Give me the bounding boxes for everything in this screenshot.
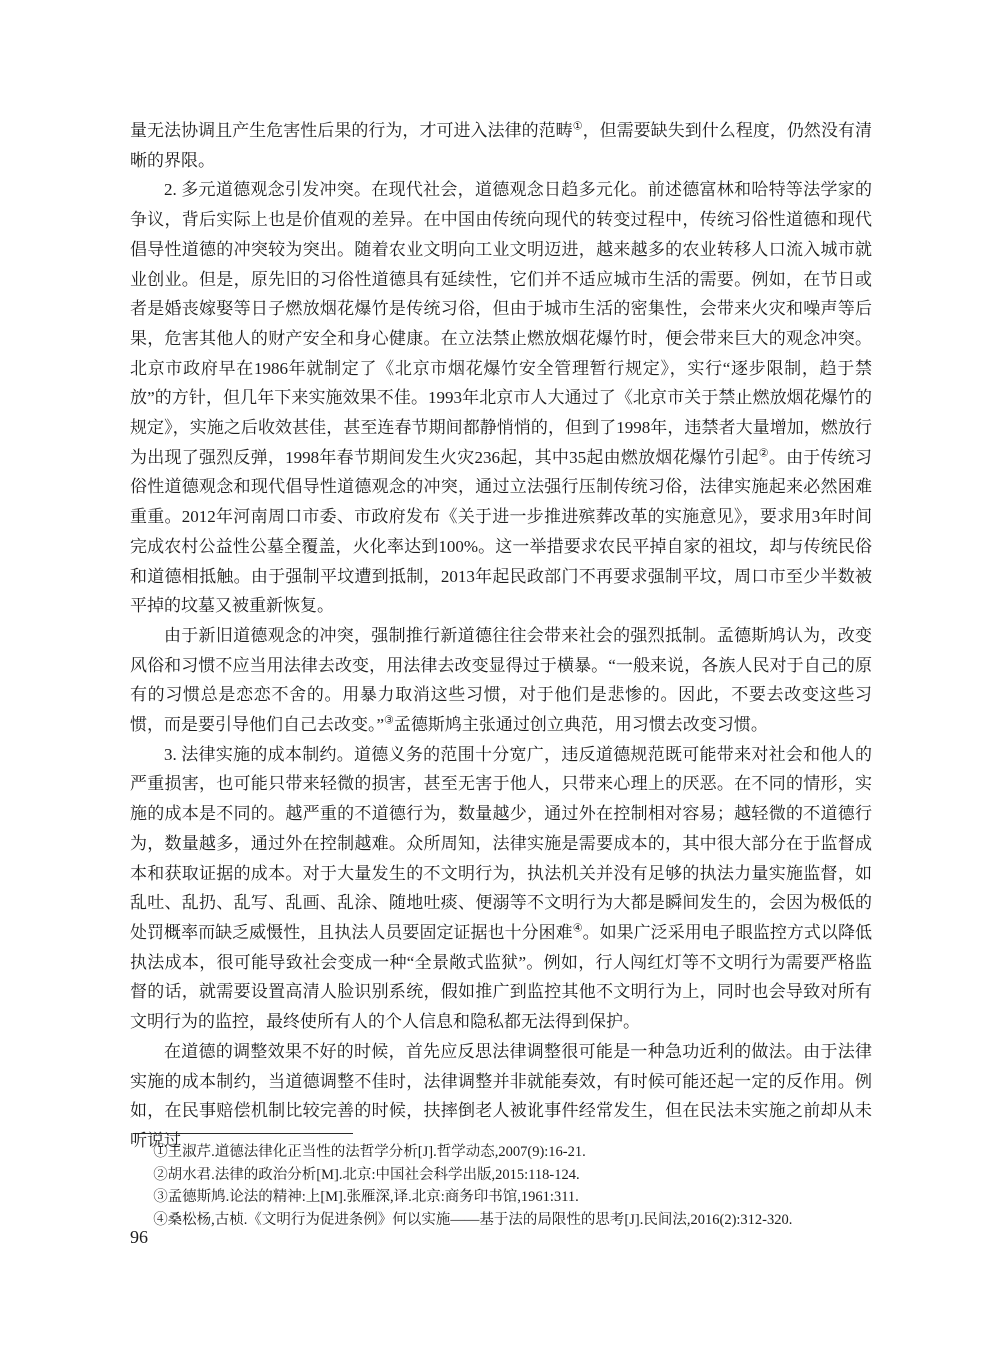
body-paragraph-1: 量无法协调且产生危害性后果的行为，才可进入法律的范畴①，但需要缺失到什么程度，仍然没有清晰的界限。	[130, 120, 872, 170]
footnote-1: ①王淑芹.道德法律化正当性的法哲学分析[J].哲学动态,2007(9):16-21.	[153, 1144, 586, 1160]
body-paragraph-4: 3. 法律实施的成本制约。道德义务的范围十分宽广，违反道德规范既可能带来对社会和他人的严重损害，也可能只带来轻微的损害，甚至无害于他人，只带来心理上的厌恶。在不同的情形，实施的成本是不同的。越严重的不道德行为，数量越少，通过外在控制相对容易；越轻微的不道德行为，数量越多，通过外在控制越难。众所周知，法律实施是需要成本的，其中很大部分在于监督成本和获取证据的成本。对于大量发生的不文明行为，执法机关并没有足够的执法力量实施监督，如乱吐、乱扔、乱写、乱画、乱涂、随地吐痰、便溺等不文明行为大都是瞬间发生的，会因为极低的处罚概率而缺乏威慑性，且执法人员要固定证据也十分困难④。如果广泛采用电子眼监控方式以降低执法成本，很可能导致社会变成一种“全景敞式监狱”。例如，行人闯红灯等不文明行为需要严格监督的话，就需要设置高清人脸识别系统，假如推广到监控其他不文明行为上，同时也会导致对所有文明行为的监控，最终使所有人的个人信息和隐私都无法得到保护。	[130, 744, 872, 1032]
footnote-separator	[133, 1133, 353, 1134]
footnote-3: ③孟德斯鸠.论法的精神:上[M].张雁深,译.北京:商务印书馆,1961:311.	[153, 1189, 579, 1205]
footnote-4: ④桑松杨,古桢.《文明行为促进条例》何以实施——基于法的局限性的思考[J].民间法,2016(2):312-320.	[153, 1211, 793, 1228]
footnote-2: ②胡水君.法律的政治分析[M].北京:中国社会科学出版,2015:118-124.	[153, 1166, 580, 1183]
body-paragraph-3: 由于新旧道德观念的冲突，强制推行新道德往往会带来社会的强烈抵制。孟德斯鸠认为，改变风俗和习惯不应当用法律去改变，用法律去改变显得过于横暴。“一般来说，各族人民对于自己的原有的习惯总是恋恋不舍的。用暴力取消这些习惯，对于他们是悲惨的。因此，不要去改变这些习惯，而是要引导他们自己去改变。”③孟德斯鸠主张通过创立典范，用习惯去改变习惯。	[130, 625, 872, 735]
article-body	[130, 116, 872, 1156]
footnotes-section	[130, 1141, 872, 1231]
body-paragraph-2: 2. 多元道德观念引发冲突。在现代社会，道德观念日趋多元化。前述德富林和哈特等法学家的争议，背后实际上也是价值观的差异。在中国由传统向现代的转变过程中，传统习俗性道德和现代倡导性道德的冲突较为突出。随着农业文明向工业文明迈进，越来越多的农业转移人口流入城市就业创业。但是，原先旧的习俗性道德具有延续性，它们并不适应城市生活的需要。例如，在节日或者是婚丧嫁娶等日子燃放烟花爆竹是传统习俗，但由于城市生活的密集性，会带来火灾和噪声等后果，危害其他人的财产安全和身心健康。在立法禁止燃放烟花爆竹时，便会带来巨大的观念冲突。北京市政府早在1986年就制定了《北京市烟花爆竹安全管理暂行规定》，实行“逐步限制，趋于禁放”的方针，但几年下来实施效果不佳。1993年北京市人大通过了《北京市关于禁止燃放烟花爆竹的规定》，实施之后收效甚佳，甚至连春节期间都静悄悄的，但到了1998年，违禁者大量增加，燃放行为出现了强烈反弹，1998年春节期间发生火灾236起，其中35起由燃放烟花爆竹引起②。由于传统习俗性道德观念和现代倡导性道德观念的冲突，通过立法强行压制传统习俗，法律实施起来必然困难重重。2012年河南周口市委、市政府发布《关于进一步推进殡葬改革的实施意见》，要求用3年时间完成农村公益性公墓全覆盖，火化率达到100%。这一举措要求农民平掉自家的祖坟，却与传统民俗和道德相抵触。由于强制平坟遭到抵制，2013年起民政部门不再要求强制平坟，周口市至少半数被平掉的坟墓又被重新恢复。	[130, 180, 873, 616]
page-number: 96	[130, 1227, 148, 1247]
body-paragraph-5: 在道德的调整效果不好的时候，首先应反思法律调整很可能是一种急功近利的做法。由于法律实施的成本制约，当道德调整不佳时，法律调整并非就能奏效，有时候可能还起一定的反作用。例如，在民事赔偿机制比较完善的时候，扶摔倒老人被讹事件经常发生，但在民法未实施之前却从未听说过	[130, 1041, 872, 1150]
